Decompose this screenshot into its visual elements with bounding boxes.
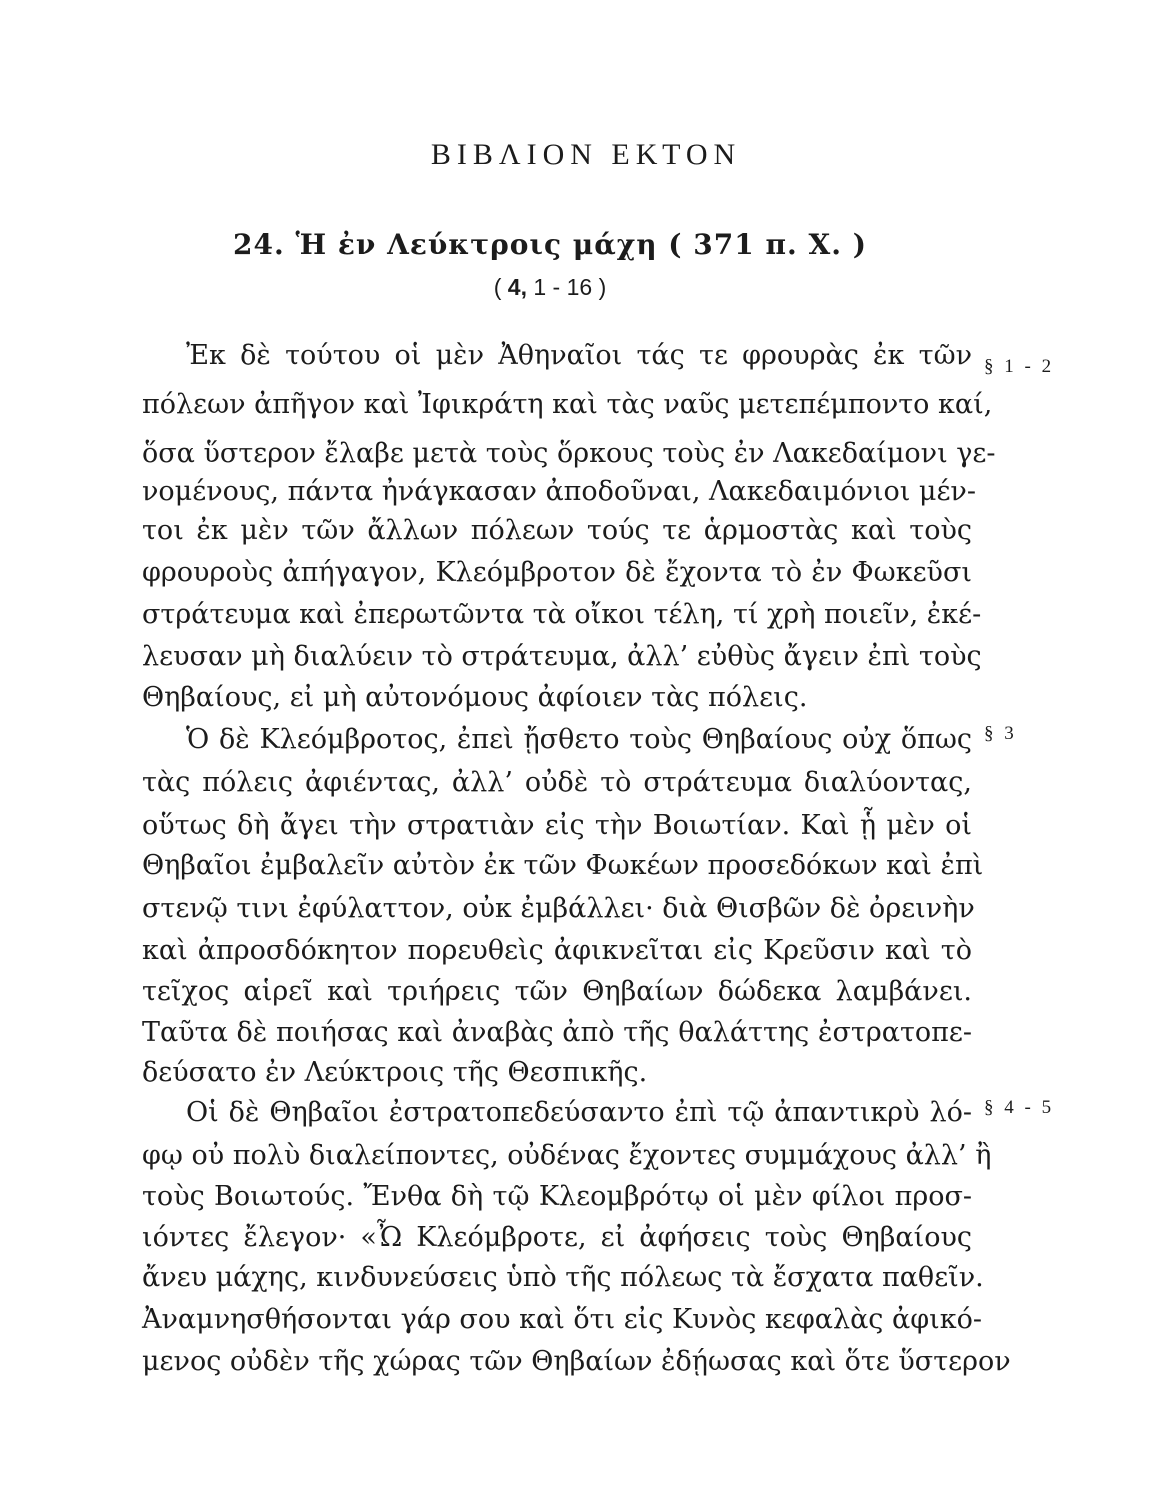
- margin-section-ref: § 3: [984, 723, 1017, 744]
- text-line: δεύσατο ἐν Λεύκτροις τῆς Θεσπικῆς.: [142, 1057, 648, 1088]
- book-title: ΒΙΒΛΙΟΝ ΕΚΤΟΝ: [430, 138, 742, 171]
- text-line: ιόντες ἔλεγον· «Ὦ Κλεόμβροτε, εἰ ἀφήσεις τοὺς Θηβαίους: [142, 1222, 972, 1253]
- text-line: ἄνευ μάχης, κινδυνεύσεις ὑπὸ τῆς πόλεως τὰ ἔσχατα παθεῖν.: [142, 1262, 984, 1293]
- text-line: οὕτως δὴ ἄγει τὴν στρατιὰν εἰς τὴν Βοιωτίαν. Καὶ ᾗ μὲν οἱ: [142, 810, 972, 841]
- text-line: καὶ ἀπροσδόκητον πορευθεὶς ἀφικνεῖται εἰς Κρεῦσιν καὶ τὸ: [142, 935, 972, 966]
- text-line: τοὺς Βοιωτούς. Ἔνθα δὴ τῷ Κλεομβρότῳ οἱ μὲν φίλοι προσ-: [142, 1181, 972, 1212]
- margin-section-ref: § 1 - 2: [984, 356, 1055, 377]
- text-line: στενῷ τινι ἐφύλαττον, οὐκ ἐμβάλλει· διὰ Θισβῶν δὲ ὀρεινὴν: [142, 893, 975, 924]
- text-line: Ταῦτα δὲ ποιήσας καὶ ἀναβὰς ἀπὸ τῆς θαλάττης ἐστρατοπε-: [142, 1017, 972, 1048]
- chapter-ref-rest: 1 - 16 ): [526, 274, 607, 300]
- chapter-ref-book: 4,: [507, 274, 527, 300]
- margin-section-ref: § 4 - 5: [984, 1097, 1055, 1118]
- text-line: τεῖχος αἱρεῖ καὶ τριήρεις τῶν Θηβαίων δώδεκα λαμβάνει.: [142, 976, 972, 1007]
- text-line: λευσαν μὴ διαλύειν τὸ στράτευμα, ἀλλ’ εὐθὺς ἄγειν ἐπὶ τοὺς: [142, 641, 982, 672]
- text-line: στράτευμα καὶ ἐπερωτῶντα τὰ οἴκοι τέλη, τί χρὴ ποιεῖν, ἐκέ-: [142, 599, 982, 630]
- text-line: Θηβαῖοι ἐμβαλεῖν αὐτὸν ἐκ τῶν Φωκέων προσεδόκων καὶ ἐπὶ: [142, 850, 984, 881]
- chapter-reference: [0, 274, 1100, 301]
- text-line: τοι ἐκ μὲν τῶν ἄλλων πόλεων τούς τε ἁρμοστὰς καὶ τοὺς: [142, 515, 972, 546]
- text-line: Θηβαίους, εἰ μὴ αὐτονόμους ἀφίοιεν τὰς πόλεις.: [142, 682, 808, 713]
- text-line: μενος οὐδὲν τῆς χώρας τῶν Θηβαίων ἐδῄωσας καὶ ὅτε ὕστερον: [142, 1346, 1011, 1377]
- text-line: Ὁ δὲ Κλεόμβροτος, ἐπεὶ ᾔσθετο τοὺς Θηβαίους οὐχ ὅπως: [186, 724, 972, 755]
- text-line: φῳ οὐ πολὺ διαλείποντες, οὐδένας ἔχοντες συμμάχους ἀλλ’ ἢ: [142, 1140, 992, 1171]
- text-line: τὰς πόλεις ἀφιέντας, ἀλλ’ οὐδὲ τὸ στράτευμα διαλύοντας,: [142, 767, 972, 798]
- chapter-ref-open: (: [493, 274, 508, 300]
- chapter-title: 24. Ἡ ἐν Λεύκτροις μάχη ( 371 π. Χ. ): [233, 228, 867, 261]
- text-line: Ἐκ δὲ τούτου οἱ μὲν Ἀθηναῖοι τάς τε φρουρὰς ἐκ τῶν: [186, 340, 972, 371]
- text-line: φρουροὺς ἀπήγαγον, Κλεόμβροτον δὲ ἔχοντα τὸ ἐν Φωκεῦσι: [142, 557, 972, 588]
- text-line: νομένους, πάντα ἠνάγκασαν ἀποδοῦναι, Λακεδαιμόνιοι μέν-: [142, 476, 976, 507]
- text-line: πόλεων ἀπῆγον καὶ Ἰφικράτη καὶ τὰς ναῦς μετεπέμποντο καί,: [142, 389, 993, 420]
- text-line: Ἀναμνησθήσονται γάρ σου καὶ ὅτι εἰς Κυνὸς κεφαλὰς ἀφικό-: [142, 1304, 982, 1335]
- text-line: ὅσα ὕστερον ἔλαβε μετὰ τοὺς ὅρκους τοὺς ἐν Λακεδαίμονι γε-: [142, 438, 996, 469]
- text-line: Οἱ δὲ Θηβαῖοι ἐστρατοπεδεύσαντο ἐπὶ τῷ ἀπαντικρὺ λό-: [186, 1097, 972, 1128]
